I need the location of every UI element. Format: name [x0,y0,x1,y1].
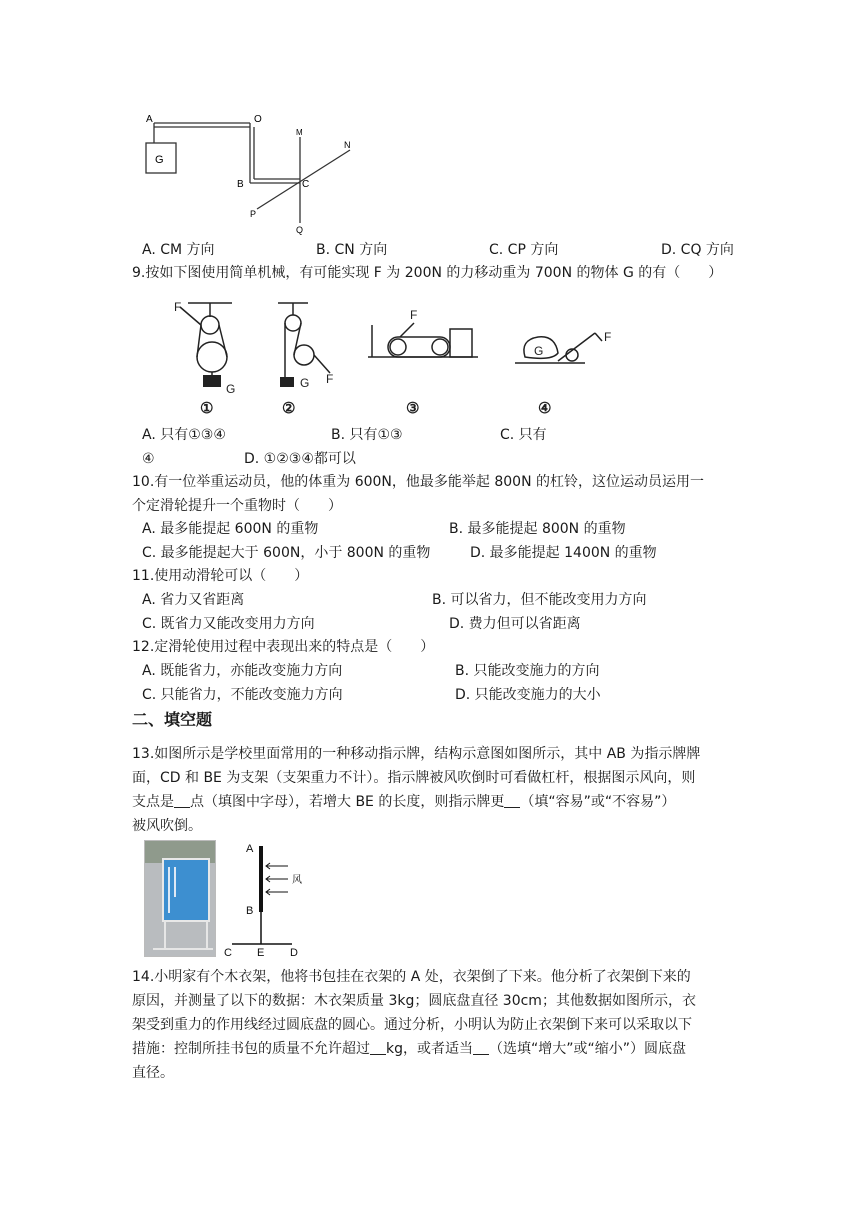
lever-figure [140,105,370,240]
sign-photo [144,840,216,957]
q10-option-b[interactable]: B. 最多能提起 800N 的重物 [449,521,626,537]
q10-stem-2: 个定滑轮提升一个重物时（ ） [132,498,342,514]
q9-option-c[interactable]: C. 只有 [500,427,547,443]
q10-stem-1: 10.有一位举重运动员，他的体重为 600N，他最多能举起 800N 的杠铃，这位运动员运用一 [132,474,705,490]
q14-line-4c: （选填“增大”或“缩小”）圆底盘 [489,1041,687,1057]
q13-line-3c: （填“容易”或“不容易”） [520,794,676,810]
fig-num-1: ① [200,400,214,417]
q11-option-c[interactable]: C. 既省力又能改变用力方向 [142,616,315,632]
q14-line-5: 直径。 [132,1065,174,1081]
q12-option-a[interactable]: A. 既能省力，亦能改变施力方向 [142,663,343,679]
q9-option-b[interactable]: B. 只有①③ [331,427,403,443]
q10-option-c[interactable]: C. 最多能提起大于 600N，小于 800N 的重物 [142,545,431,561]
diag-label-b: B [246,905,254,917]
q11-stem: 11.使用动滑轮可以（ ） [132,568,309,584]
q13-line-3b: 点（填图中字母），若增大 BE 的长度，则指示牌更 [190,794,505,810]
q13-blank-1[interactable] [174,793,190,808]
q13-blank-2[interactable] [504,793,520,808]
q8-option-c[interactable]: C. CP 方向 [489,242,559,258]
q14-blank-2[interactable] [473,1040,489,1055]
q14-line-3: 架受到重力的作用线经过圆底盘的圆心。通过分析，小明认为防止衣架倒下来可以采取以下 [132,1017,692,1033]
q9-stem: 9.按如下图使用简单机械，有可能实现 F 为 200N 的力移动重为 700N 的物体 G 的有（ ） [132,265,723,281]
q13-line-2: 面，CD 和 BE 为支架（支架重力不计）。指示牌被风吹倒时可看做杠杆，根据图示风向，则 [132,770,696,786]
lever-label-c: C [302,179,310,190]
q8-option-b[interactable]: B. CN 方向 [316,242,388,258]
lever-label-m: M [296,128,303,137]
q12-option-c[interactable]: C. 只能省力，不能改变施力方向 [142,687,343,703]
q13-line-3a: 支点是 [132,794,174,810]
q11-option-d[interactable]: D. 费力但可以省距离 [449,616,581,632]
fig-num-4: ④ [538,400,552,417]
q10-option-d[interactable]: D. 最多能提起 1400N 的重物 [470,545,657,561]
lever-label-n: N [344,140,351,150]
q8-option-d[interactable]: D. CQ 方向 [661,242,734,258]
fig-f4: F [604,330,612,344]
q11-option-a[interactable]: A. 省力又省距离 [142,592,245,608]
q11-option-b[interactable]: B. 可以省力，但不能改变用力方向 [432,592,647,608]
q13-line-3 [132,790,675,814]
q13-line-4: 被风吹倒。 [132,818,202,834]
q12-option-b[interactable]: B. 只能改变施力的方向 [455,663,600,679]
q13-line-1: 13.如图所示是学校里面常用的一种移动指示牌，结构示意图如图所示，其中 AB 为指示牌牌 [132,746,701,762]
diag-label-a: A [246,843,254,855]
lever-label-a: A [146,114,153,125]
diag-label-c: C [224,947,232,958]
diag-label-d: D [290,947,298,958]
fig-num-3: ③ [406,400,420,417]
fig-f2: F [326,372,334,386]
q8-option-a[interactable]: A. CM 方向 [142,242,215,258]
q12-option-d[interactable]: D. 只能改变施力的大小 [455,687,601,703]
q14-line-2: 原因，并测量了以下的数据：木衣架质量 3kg；圆底盘直径 30cm；其他数据如图所示，衣 [132,993,696,1009]
q14-line-4b: kg，或者适当 [386,1041,473,1057]
q9-option-a[interactable]: A. 只有①③④ [142,427,226,443]
section-title: 二、填空题 [132,710,213,729]
fig-g4: G [534,344,544,358]
lever-label-b: B [237,179,244,190]
q14-blank-1[interactable] [370,1040,386,1055]
lever-label-g: G [155,154,164,166]
q12-stem: 12.定滑轮使用过程中表现出来的特点是（ ） [132,639,435,655]
q14-line-4 [132,1037,686,1061]
fig-num-2: ② [282,400,296,417]
q9-option-d[interactable]: D. ①②③④都可以 [244,451,356,467]
diag-label-wind: 风 [292,875,302,886]
fig-g2: G [300,376,310,390]
machines-figure [160,295,630,420]
q14-line-4a: 措施：控制所挂书包的质量不允许超过 [132,1041,370,1057]
sign-diagram [222,840,304,958]
diag-label-e: E [257,947,265,958]
q14-line-1: 14.小明家有个木衣架，他将书包挂在衣架的 A 处，衣架倒了下来。他分析了衣架倒下来的 [132,969,691,985]
q10-option-a[interactable]: A. 最多能提起 600N 的重物 [142,521,319,537]
lever-label-p: P [250,209,257,219]
lever-label-q: Q [296,225,304,235]
lever-label-o: O [254,114,262,125]
fig-f1: F [174,300,182,314]
fig-f3: F [410,308,418,322]
q9-option-c-cont: ④ [142,451,155,467]
fig-g1: G [226,382,236,396]
